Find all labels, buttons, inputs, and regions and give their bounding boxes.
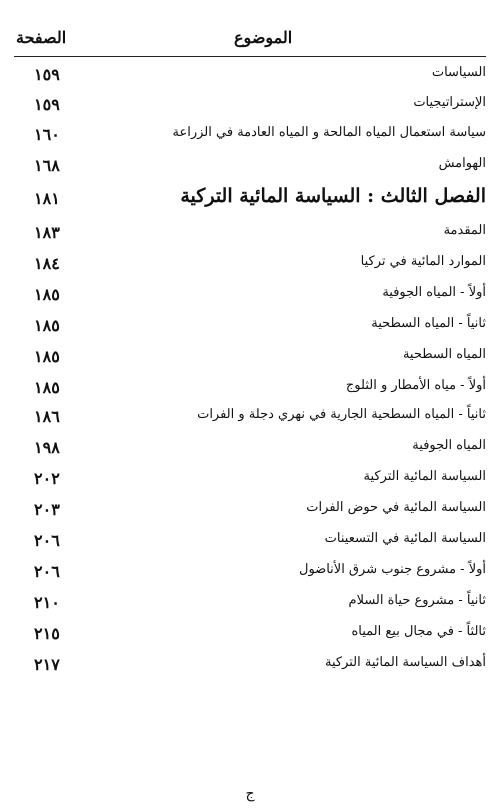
toc-entry: [0, 525, 500, 555]
toc-title: الموارد المائية في تركيا: [360, 254, 486, 269]
toc-page-number: ٢٠٣: [34, 500, 60, 519]
toc-page-number: ١٨٥: [34, 347, 60, 366]
toc-title: ثانياً - المياه السطحية: [371, 316, 486, 331]
toc-page-number: ١٨٥: [34, 378, 60, 397]
toc-title: المياه الجوفية: [412, 438, 486, 453]
toc-page-number: ١٩٨: [34, 438, 60, 457]
toc-page-number: ١٥٩: [34, 95, 60, 114]
toc-entry: [0, 649, 500, 679]
toc-title: السياسة المائية التركية: [363, 469, 486, 484]
toc-page-number: ٢١٧: [34, 655, 60, 674]
toc-title: السياسات: [431, 65, 486, 80]
toc-page-number: ٢٠٦: [34, 531, 60, 550]
toc-page-number: ١٨٦: [34, 407, 60, 426]
toc-entry: [0, 248, 500, 278]
toc-title: أولاً - مياه الأمطار و الثلوج: [345, 378, 486, 393]
toc-page-number: ١٨١: [34, 189, 60, 208]
toc-entry: [0, 279, 500, 309]
toc-page-number: ١٦٨: [34, 156, 60, 175]
toc-entry: [0, 341, 500, 371]
toc-entry: [0, 587, 500, 617]
toc-entry: [0, 150, 500, 180]
toc-entry: [0, 310, 500, 340]
toc-page-number: ٢١٥: [34, 624, 60, 643]
toc-title: أولاً - مشروع جنوب شرق الأناضول: [299, 562, 486, 577]
toc-page-number: ١٨٣: [34, 223, 60, 242]
toc-entry: [0, 618, 500, 648]
page-footer-letter: ج: [245, 786, 255, 802]
header-divider: [14, 56, 486, 57]
toc-page-number: ١٨٥: [34, 285, 60, 304]
toc-page-number: ٢١٠: [34, 593, 60, 612]
toc-page-number: ١٦٠: [34, 125, 60, 144]
toc-entry: [0, 556, 500, 586]
page-column-heading: الصفحة: [16, 28, 67, 47]
toc-header: [12, 28, 488, 54]
toc-entry: [0, 217, 500, 247]
toc-entry: [0, 372, 500, 402]
topic-column-heading: الموضوع: [234, 28, 293, 47]
toc-entry: [0, 89, 500, 119]
toc-entry: [0, 432, 500, 462]
toc-title: سياسة استعمال المياه المالحة و المياه العادمة في الزراعة: [172, 125, 486, 140]
toc-entry: [0, 494, 500, 524]
toc-title: ثانياً - المياه السطحية الجارية في نهري دجلة و الفرات: [197, 407, 486, 422]
toc-title: السياسة المائية في التسعينات: [324, 531, 486, 546]
toc-page-number: ٢٠٢: [34, 469, 60, 488]
toc-title: أولاً - المياه الجوفية: [382, 285, 486, 300]
toc-page-number: ٢٠٦: [34, 562, 60, 581]
toc-entry: [0, 119, 500, 149]
chapter-title: الفصل الثالث : السياسة المائية التركية: [180, 185, 486, 207]
toc-page-number: ١٨٥: [34, 316, 60, 335]
toc-entry: [0, 463, 500, 493]
toc-title: الهوامش: [438, 156, 486, 171]
toc-title: ثانياً - مشروع حياة السلام: [348, 593, 486, 608]
toc-title: ثالثاً - في مجال بيع المياه: [351, 624, 486, 639]
toc-title: المقدمة: [443, 223, 486, 238]
toc-title: أهداف السياسة المائية التركية: [324, 655, 486, 670]
toc-page-number: ١٨٤: [34, 254, 60, 273]
toc-title: المياه السطحية: [402, 347, 486, 362]
toc-entry: [0, 401, 500, 431]
toc-title: الإستراتيجيات: [413, 95, 486, 110]
chapter-heading-entry: [0, 183, 500, 213]
toc-title: السياسة المائية في حوض الفرات: [306, 500, 486, 515]
toc-entry: [0, 59, 500, 89]
toc-page-number: ١٥٩: [34, 65, 60, 84]
